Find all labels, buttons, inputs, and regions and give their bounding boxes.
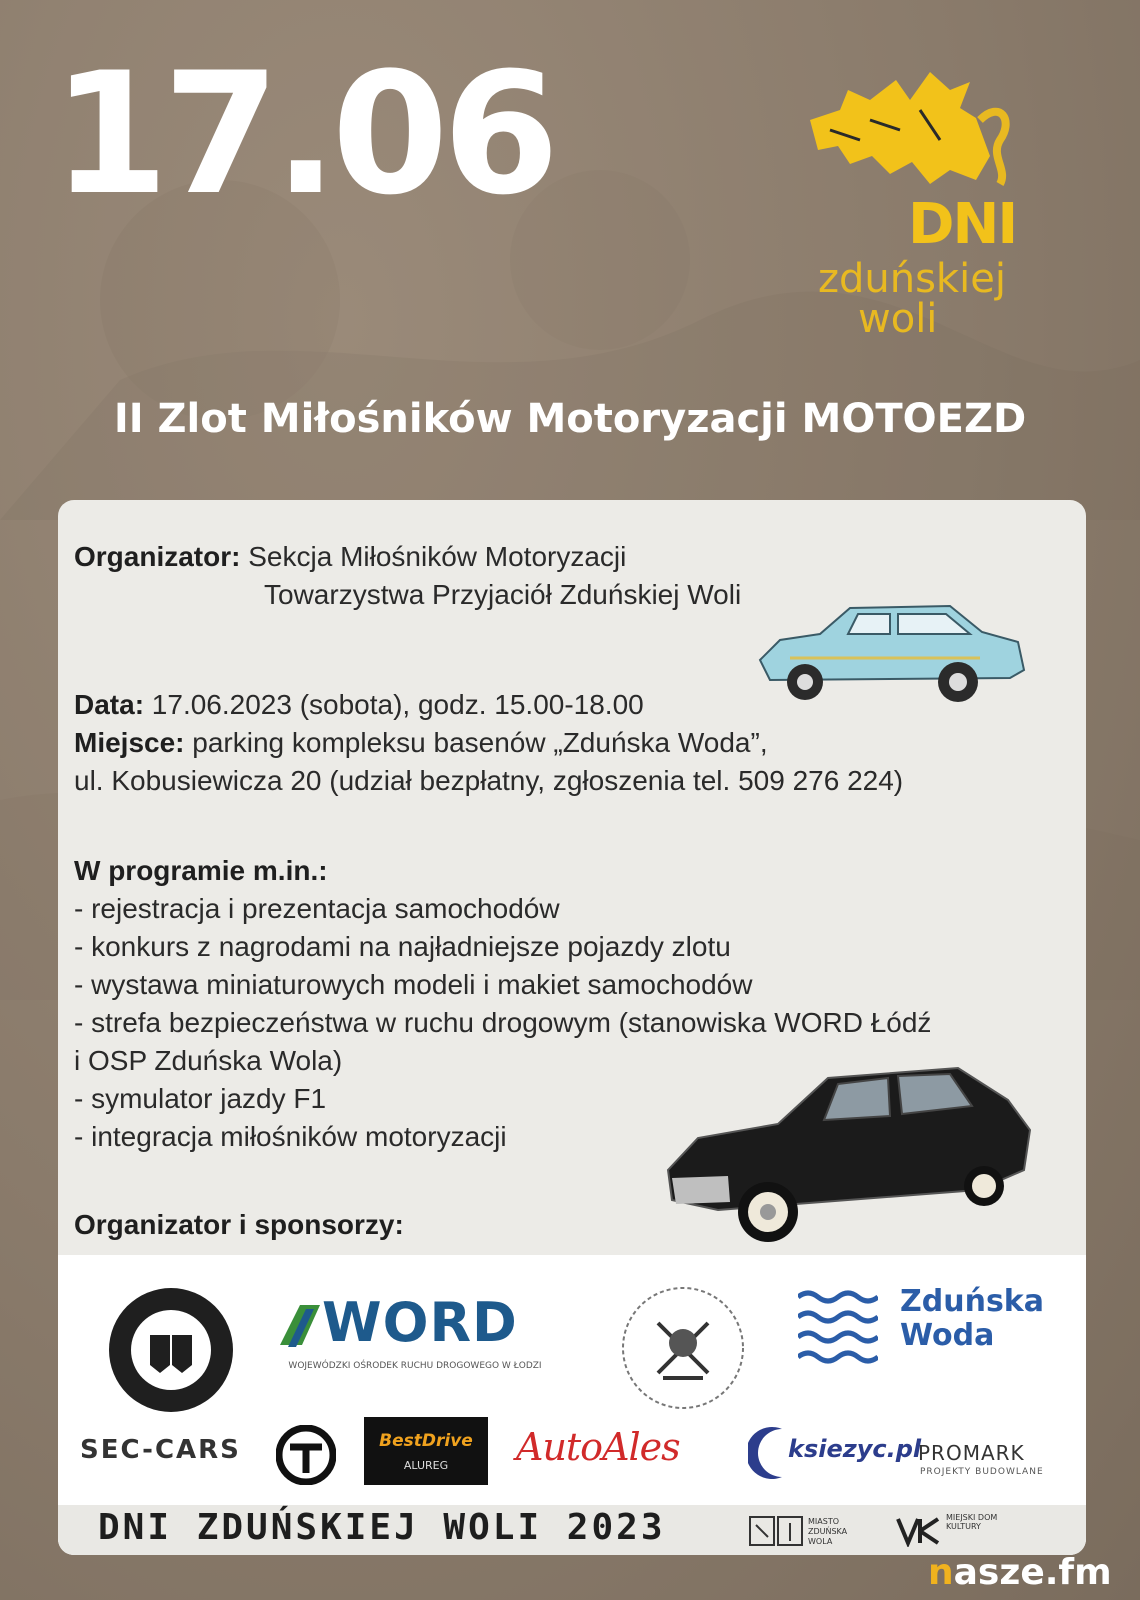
city-logo-text: MIASTO ZDUŃSKA WOLA (808, 1517, 848, 1546)
bestdrive-name: BestDrive (379, 1431, 473, 1451)
sponsors-title-text: Organizator i sponsorzy: (74, 1209, 404, 1240)
logo-woli-text: woli (858, 296, 938, 342)
black-car-icon (658, 1060, 1038, 1250)
word-subtitle: WOJEWÓDZKI OŚRODEK RUCHU DROGOWEGO W ŁODZI (288, 1361, 542, 1371)
word-logo (280, 1291, 550, 1375)
autoales-logo: AutoAles (516, 1425, 680, 1469)
promark-logo: PROMARK (918, 1441, 1025, 1465)
list-item: - strefa bezpieczeństwa w ruchu drogowym (stanowiska WORD Łódź (74, 1007, 932, 1038)
place-label: Miejsce: (74, 727, 185, 758)
program-title-text: W programie m.in.: (74, 855, 328, 886)
organizer-label: Organizator: (74, 541, 241, 572)
nasze-fm-watermark (928, 1552, 1112, 1593)
place-value: parking kompleksu basenów „Zduńska Woda”, (192, 727, 768, 758)
sponsor-logos (58, 1255, 1086, 1555)
mdk-icon (896, 1515, 942, 1547)
date-label: Data: (74, 689, 145, 720)
logo-zdunskiej-text: zduńskiej (818, 256, 1006, 302)
date-headline: 17.06 (52, 36, 554, 232)
blue-car-icon (750, 600, 1030, 710)
logo-dni-text: DNI (908, 192, 1017, 257)
info-card (58, 500, 1086, 1555)
sec-cars-logo: SEC-CARS (80, 1435, 241, 1465)
event-title: II Zlot Miłośników Motoryzacji MOTOEZD (113, 396, 1027, 442)
list-item: - konkurs z nagrodami na najładniejsze pojazdy zlotu (74, 931, 731, 962)
program-title (74, 852, 328, 890)
zdunska-woda-line1: Zduńska (900, 1284, 1044, 1319)
griffin-icon (800, 60, 1040, 200)
list-item: i OSP Zduńska Wola) (74, 1045, 343, 1076)
date-value: 17.06.2023 (sobota), godz. 15.00-18.00 (151, 689, 644, 720)
towarzystwo-seal-logo (106, 1285, 236, 1415)
zdunska-woda-waves-icon (798, 1285, 878, 1365)
list-item: - symulator jazdy F1 (74, 1083, 327, 1114)
address-line: ul. Kobusiewicza 20 (udział bezpłatny, zgłoszenia tel. 509 276 224) (74, 765, 904, 796)
word-name: WORD (322, 1291, 518, 1354)
zdunska-woda-logo-text (900, 1285, 1044, 1353)
watermark-rest: asze.fm (953, 1552, 1112, 1593)
footer-title: DNI ZDUŃSKIEJ WOLI 2023 (98, 1507, 666, 1548)
list-item: - rejestracja i prezentacja samochodów (74, 893, 560, 924)
date-line (74, 686, 644, 724)
organizer-value-line2: Towarzystwa Przyjaciół Zduńskiej Woli (264, 579, 742, 610)
osp-fire-brigade-logo (618, 1283, 748, 1413)
bestdrive-subtitle: ALUREG (403, 1459, 449, 1472)
word-road-icon (280, 1295, 320, 1355)
list-item: - wystawa miniaturowych modeli i makiet samochodów (74, 969, 753, 1000)
zdunska-woda-line2: Woda (900, 1318, 995, 1353)
ksiezyc-logo: ksiezyc.pl (788, 1435, 922, 1463)
ct-round-logo (276, 1425, 336, 1485)
organizer-value: Sekcja Miłośników Motoryzacji (248, 541, 627, 572)
sponsors-title (74, 1206, 404, 1244)
mdk-logo-text: MIEJSKI DOM KULTURY (946, 1513, 998, 1531)
watermark-n: n (928, 1552, 954, 1593)
promark-subtitle: PROJEKTY BUDOWLANE (920, 1467, 1044, 1477)
organizer-line (74, 538, 626, 576)
city-coat-of-arms-icon (748, 1515, 804, 1547)
bestdrive-logo (364, 1417, 488, 1485)
dni-zdunskiej-woli-logo (800, 60, 1040, 350)
place-line (74, 724, 768, 762)
list-item: - integracja miłośników motoryzacji (74, 1121, 507, 1152)
footer-band (58, 1505, 1086, 1555)
